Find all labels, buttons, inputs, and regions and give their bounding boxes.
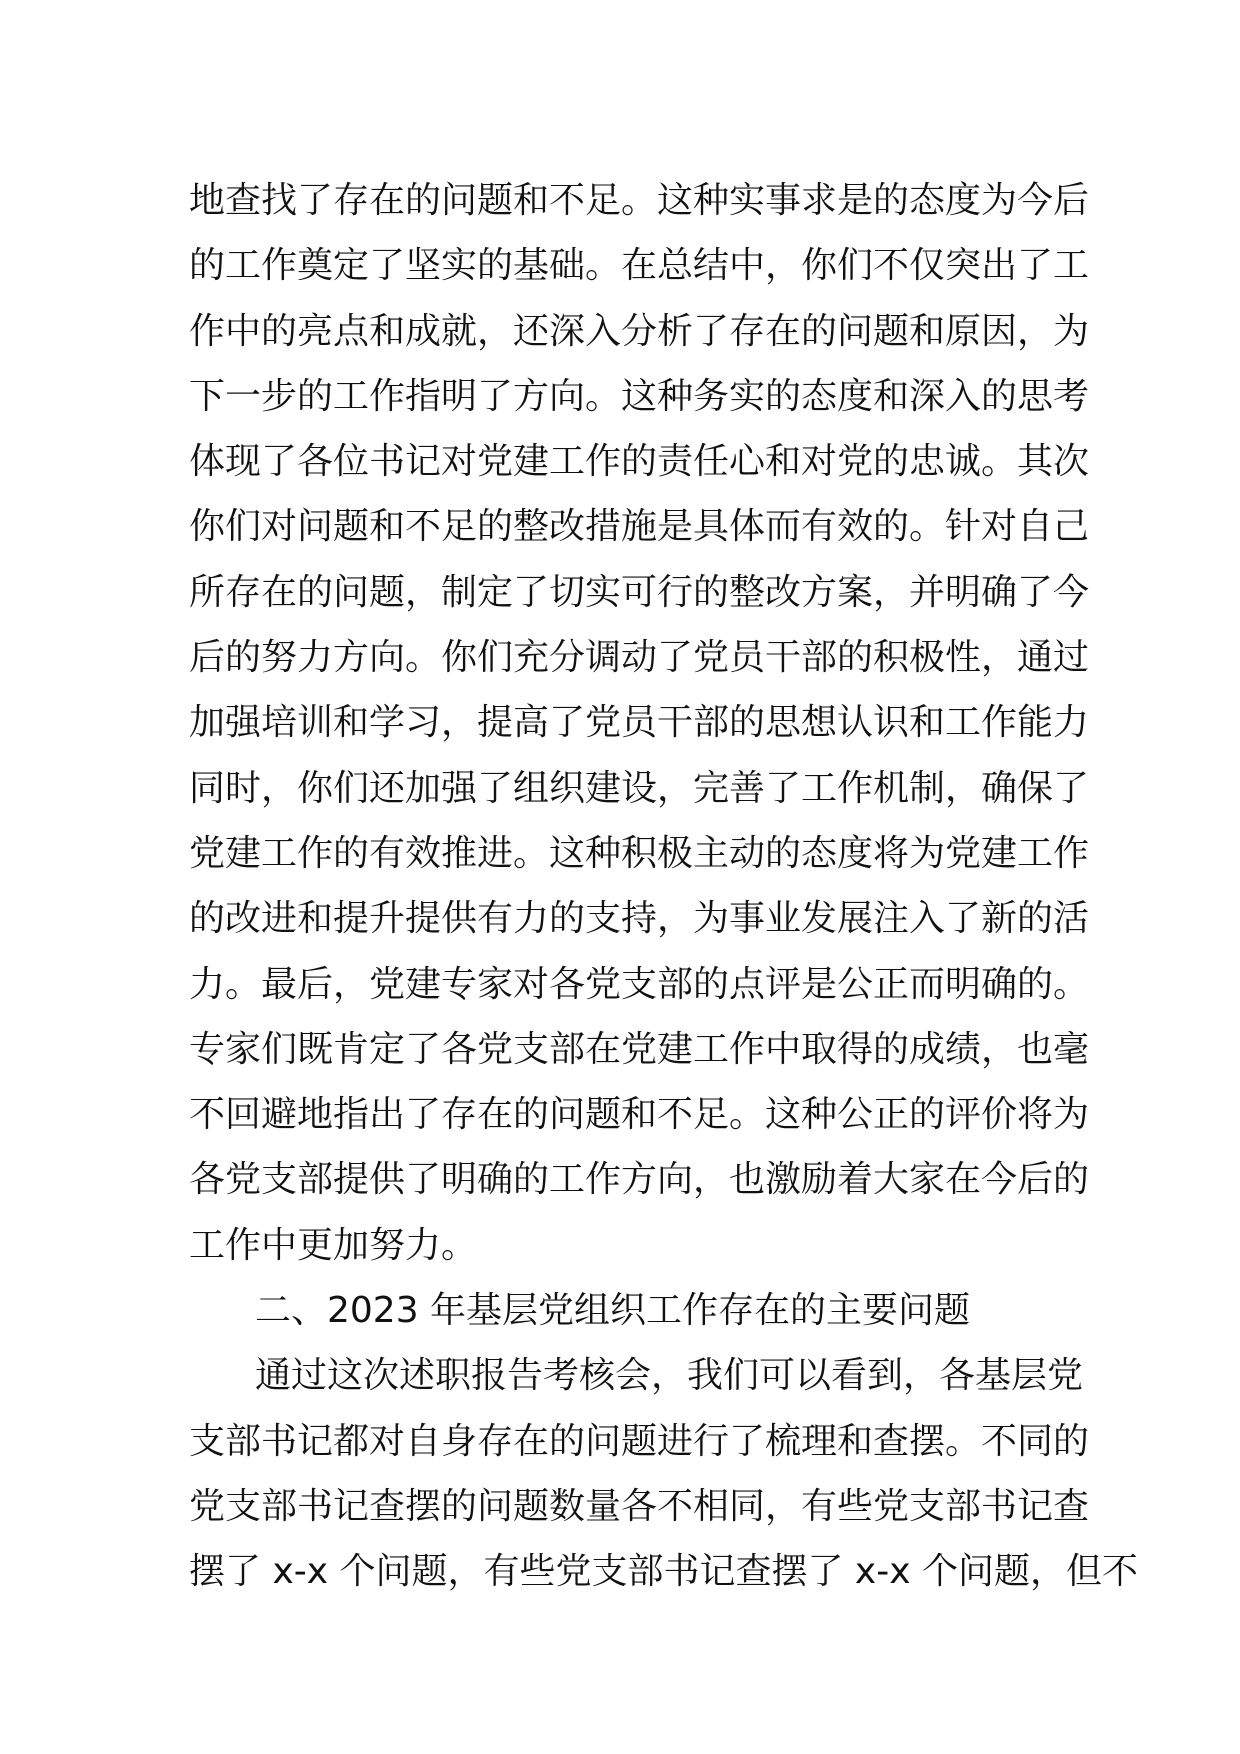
text-line: 体现了各位书记对党建工作的责任心和对党的忠诚。其次 bbox=[189, 441, 1090, 483]
text-line: 地查找了存在的问题和不足。这种实事求是的态度为今后 bbox=[189, 180, 1090, 221]
text-line: 作中的亮点和成就，还深入分析了存在的问题和原因，为 bbox=[189, 310, 1090, 352]
text-line: 后的努力方向。你们充分调动了党员干部的积极性，通过 bbox=[189, 637, 1090, 679]
text-line: 专家们既肯定了各党支部在党建工作中取得的成绩，也毫 bbox=[189, 1028, 1090, 1070]
text-line: 支部书记都对自身存在的问题进行了梳理和查摆。不同的 bbox=[189, 1420, 1090, 1462]
text-line: 的改进和提升提供有力的支持，为事业发展注入了新的活 bbox=[189, 898, 1090, 940]
text-line: 力。最后，党建专家对各党支部的点评是公正而明确的。 bbox=[189, 963, 1090, 1005]
document-body bbox=[189, 168, 1138, 1605]
text-line: 不回避地指出了存在的问题和不足。这种公正的评价将为 bbox=[189, 1094, 1090, 1136]
text-line: 通过这次述职报告考核会，我们可以看到，各基层党 bbox=[255, 1355, 1084, 1397]
text-line: 加强培训和学习，提高了党员干部的思想认识和工作能力 bbox=[189, 702, 1090, 744]
text-line: 摆了 x-x 个问题，有些党支部书记查摆了 x-x 个问题，但不 bbox=[189, 1551, 1138, 1593]
text-line: 的工作奠定了坚实的基础。在总结中，你们不仅突出了工 bbox=[189, 245, 1090, 287]
text-line: 所存在的问题，制定了切实可行的整改方案，并明确了今 bbox=[189, 571, 1090, 613]
text-line: 工作中更加努力。 bbox=[189, 1224, 478, 1266]
text-line: 党建工作的有效推进。这种积极主动的态度将为党建工作 bbox=[189, 832, 1090, 874]
text-line: 同时，你们还加强了组织建设，完善了工作机制，确保了 bbox=[189, 767, 1090, 809]
section-heading: 二、2023 年基层党组织工作存在的主要问题 bbox=[255, 1290, 971, 1332]
text-line: 下一步的工作指明了方向。这种务实的态度和深入的思考 bbox=[189, 375, 1090, 417]
text-line: 你们对问题和不足的整改措施是具体而有效的。针对自己 bbox=[189, 506, 1090, 548]
text-line: 党支部书记查摆的问题数量各不相同，有些党支部书记查 bbox=[189, 1485, 1090, 1527]
text-line: 各党支部提供了明确的工作方向，也激励着大家在今后的 bbox=[189, 1159, 1090, 1201]
